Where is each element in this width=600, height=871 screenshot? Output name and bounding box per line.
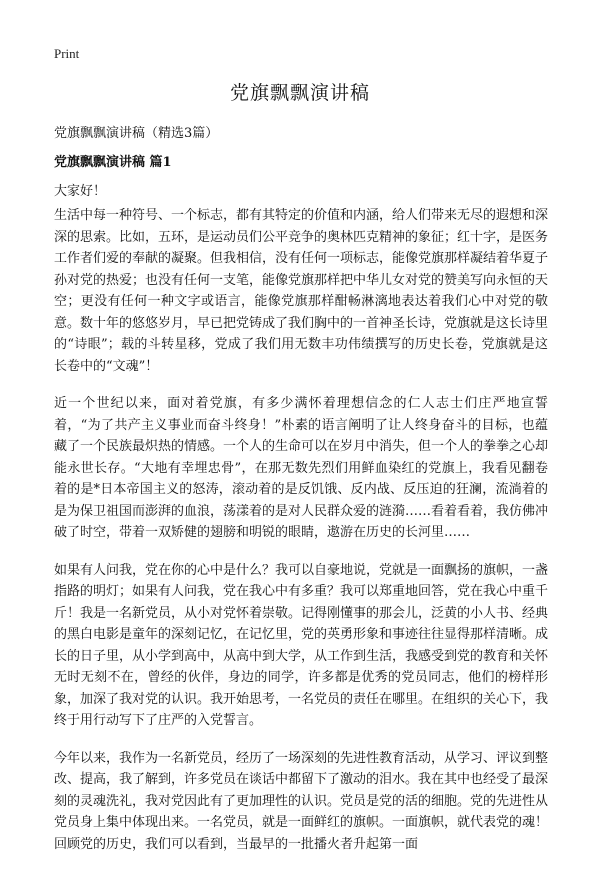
document-subtitle: 党旗飘飘演讲稿（精选3篇） — [54, 126, 219, 141]
paragraph: 生活中每一种符号、一个标志，都有其特定的价值和内涵，给人们带来无尽的遐想和深深的思索。比如，五环，是运动员们公平竞争的奥林匹克精神的象征；红十字，是医务工作者们爱的奉献的凝聚。但我相信，没有任何一项标志，能像党旗那样凝结着华夏子孙对党的热爱；也没有任何一支笔，能像党旗那样把中华儿女对党的赞美写向永恒的天空；更没有任何一种文字或语言，能像党旗那样酣畅淋漓地表达着我们心中对党的敬意。数十年的悠悠岁月，早已把党铸成了我们胸中的一首神圣长诗，党旗就是这长诗里的“诗眼”；载的斗转星移，党成了我们用无数丰功伟绩撰写的历史长卷，党旗就是这长卷中的“文魂”！ — [54, 208, 549, 374]
paragraph: 如果有人问我，党在你的心中是什么？我可以自豪地说，党就是一面飘扬的旗帜，一盏指路的明灯；如果有人问我，党在我心中有多重？我可以郑重地回答，党在我心中重千斤！我是一名新党员，从小对党怀着崇敬。记得刚懂事的那会儿，泛黄的小人书、经典的黑白电影是童年的深刻记忆，在记忆里，党的英勇形象和事迹往往显得那样清晰。成长的日子里，从小学到高中，从高中到大学，从工作到生活，我感受到党的教育和关怀无时无刻不在，曾经的伙伴，身边的同学，许多都是优秀的党员同志，他们的榜样形象，加深了我对党的认识。我开始思考，一名党员的责任在哪里。在组织的关心下，我终于用行动写下了庄严的入党誓言。 — [54, 562, 549, 728]
page-title: 党旗飘飘演讲稿 — [229, 82, 370, 104]
article-body — [54, 205, 548, 871]
print-link[interactable]: Print — [54, 46, 80, 61]
paragraph: 近一个世纪以来，面对着党旗，有多少满怀着理想信念的仁人志士们庄严地宣誓着，“为了共产主义事业而奋斗终身！”朴素的语言阐明了让人终身奋斗的目标，也蕴藏了一个民族最炽热的情感。一个人的生命可以在岁月中消失，但一个人的拳拳之心却能永世长存。“大地有幸埋忠骨”，在那无数先烈们用鲜血染红的党旗上，我看见翻卷着的是*日本帝国主义的怒涛，滚动着的是反饥饿、反内战、反压迫的狂澜，流淌着的是为保卫祖国而澎湃的血浪，荡漾着的是对人民群众爱的涟漪……看着看着，我仿佛冲破了时空，带着一双矫健的翅膀和明锐的眼睛，遨游在历史的长河里…… — [54, 396, 549, 540]
greeting: 大家好！ — [54, 184, 107, 199]
section-heading: 党旗飘飘演讲稿 篇1 — [54, 155, 172, 170]
paragraph: 今年以来，我作为一名新党员，经历了一场深刻的先进性教育活动，从学习、评议到整改、提高，我了解到，许多党员在谈话中都留下了激动的泪水。我在其中也经受了最深刻的灵魂洗礼，我对党因此有了更加理性的认识。党员是党的活的细胞。党的先进性从党员身上集中体现出来。一名党员，就是一面鲜红的旗帜。一面旗帜，就代表党的魂！回顾党的历史，我们可以看到，当最早的一批播火者升起第一面 — [54, 750, 549, 852]
